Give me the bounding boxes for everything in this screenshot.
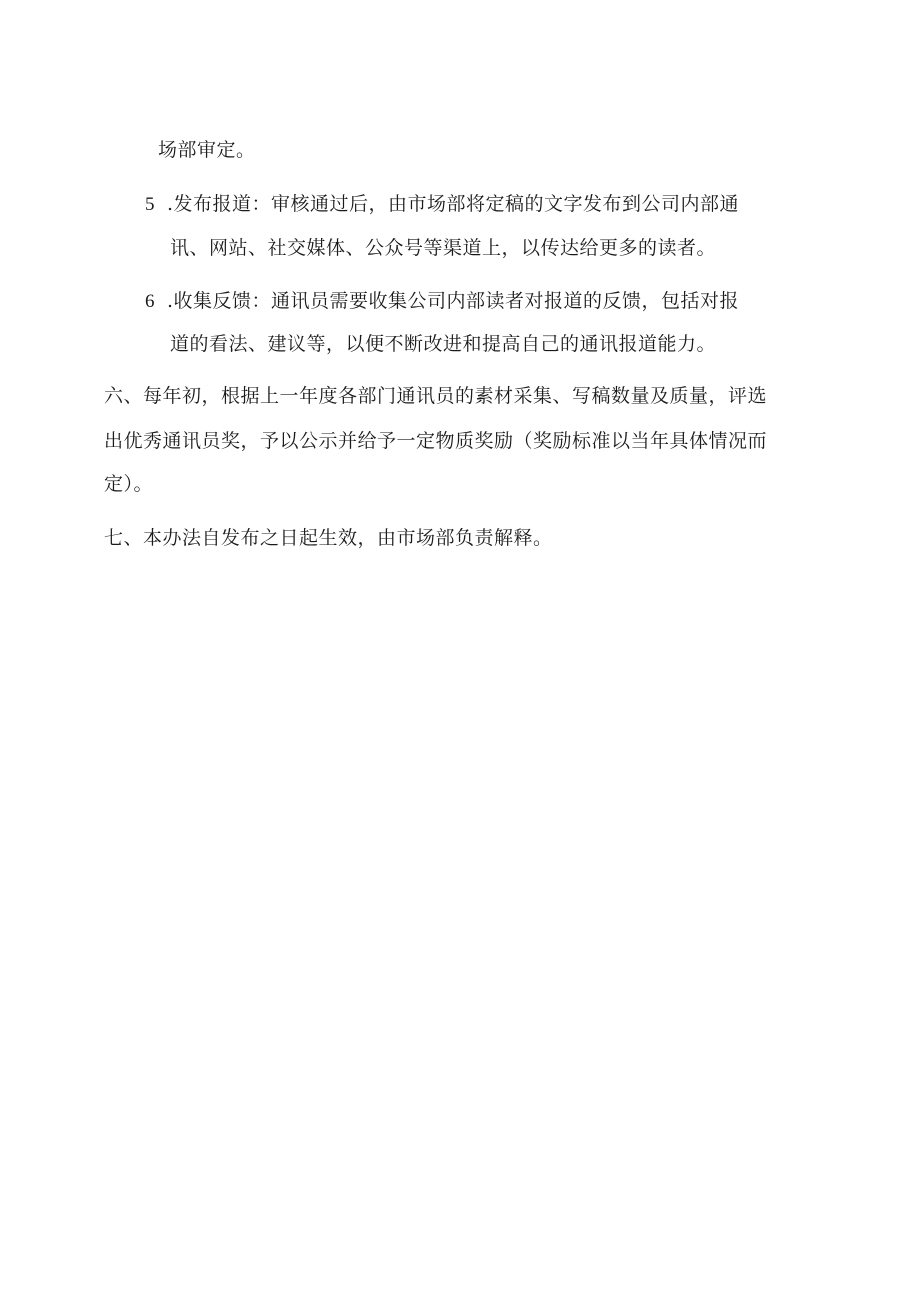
list-item-5-line-2: 讯、网站、社交媒体、公众号等渠道上，以传达给更多的读者。 — [170, 237, 717, 259]
list-item-6-line-1 — [145, 289, 739, 314]
section-7-line-1: 七、本办法自发布之日起生效，由市场部负责解释。 — [104, 527, 553, 549]
section-6-line-3: 定）。 — [104, 473, 154, 495]
list-item-6-text-1: .收集反馈：通讯员需要收集公司内部读者对报道的反馈，包括对报 — [167, 290, 740, 312]
list-item-6-number: 6 — [145, 291, 155, 312]
list-item-5-line-1 — [145, 192, 739, 217]
list-item-6-line-2: 道的看法、建议等，以便不断改进和提高自己的通讯报道能力。 — [170, 333, 717, 355]
section-6-line-1: 六、每年初，根据上一年度各部门通讯员的素材采集、写稿数量及质量，评选 — [104, 385, 768, 407]
list-item-5-number: 5 — [145, 194, 155, 215]
continuation-text: 场部审定。 — [158, 139, 256, 161]
list-item-5-text-1: .发布报道：审核通过后，由市场部将定稿的文字发布到公司内部通 — [167, 193, 740, 215]
section-6-line-2: 出优秀通讯员奖，予以公示并给予一定物质奖励（奖励标准以当年具体情况而 — [104, 430, 768, 452]
